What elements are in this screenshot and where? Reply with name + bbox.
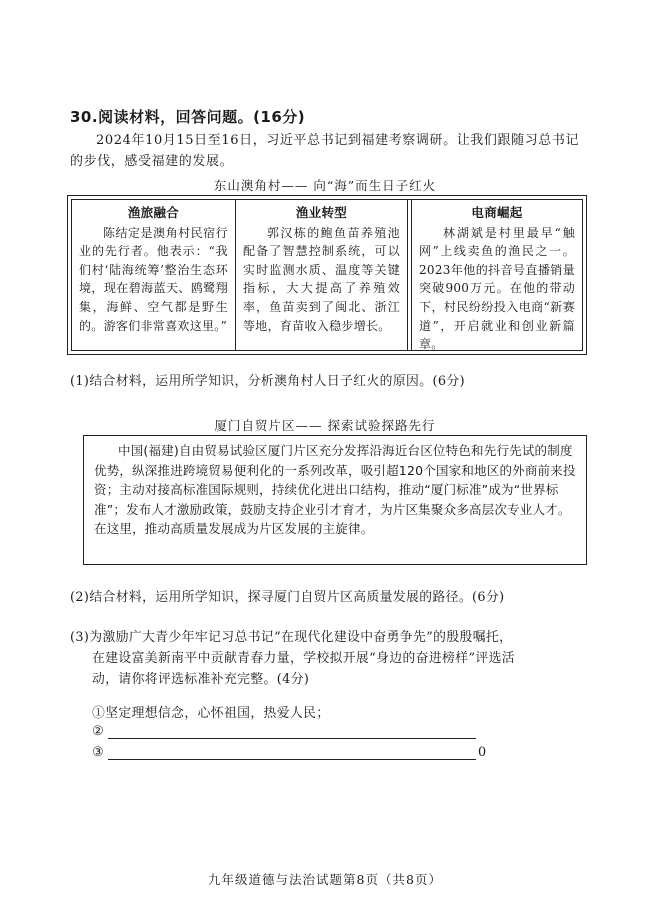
sub-question-3-line-1: (3)为激励广大青少年牢记习总书记“在现代化建设中奋勇争先”的殷殷嘱托， [70,630,513,645]
sub-question-3-line-2: 在建设富美新南平中贡献青春力量，学校拟开展“身边的奋进榜样”评选活 [92,651,515,666]
column-text: 郭汉栋的鲍鱼苗养殖池配备了智慧控制系统，可以实时监测水质、温度等关键指标，大大提高了养殖效率，鱼苗卖到了闽北、浙江等地，育苗收入稳步增长。 [243,225,400,333]
material2-box [83,435,587,565]
material1-column-fishery [236,200,408,350]
question-intro: 2024年10月15日至16日，习近平总书记到福建考察调研。让我们跟随习总书记的步伐，感受福建的发展。 [70,133,580,169]
column-heading: 电商崛起 [471,205,523,220]
criterion-3-tail: 0 [478,745,487,760]
sub-question-2: (2)结合材料，运用所学知识，探寻厦门自贸片区高质量发展的路径。(6分) [70,590,505,605]
criterion-3-label: ③ [92,745,104,760]
page-footer: 九年级道德与法治试题第8页（共8页） [208,872,442,887]
question-title: 30.阅读材料，回答问题。(16分) [70,108,306,126]
column-text: 陈结定是澳角村民宿行业的先行者。他表示：“我们村‘陆海统筹’整治生态环境，现在碧海蓝天、鸥鹭翔集，海鲜、空气都是野生的。游客们非常喜欢这里。” [79,225,228,333]
material1-column-tourism [72,200,236,350]
sub-question-3 [70,627,590,690]
criterion-3-answer-line[interactable] [108,759,476,760]
column-heading: 渔业转型 [295,205,348,220]
material1-caption: 东山澳角村—— 向“海”而生日子红火 [213,178,437,193]
column-heading: 渔旅融合 [127,205,180,220]
criterion-1: ①坚定理想信念，心怀祖国，热爱人民； [92,706,330,721]
material2-text: 中国(福建)自由贸易试验区厦门片区充分发挥沿海近台区位特色和先行先试的制度优势，纵深推进跨境贸易便利化的一系列改革，吸引超120个国家和地区的外商前来投资；主动对接高标准国际规则，持续优化进出口结构，推动“厦门标准”成为“世界标准”；发布人才激励政策，鼓励支持企业引才育才，为片区集聚众多高层次专业人才。在这里，推动高质量发展成为片区发展的主旋律。 [94,443,576,536]
column-text: 林湖斌是村里最早“触网”上线卖鱼的渔民之一。2023年他的抖音号直播销量突破900万元。在他的带动下，村民纷纷投入电商“新赛道”，开启就业和创业新篇章。 [419,225,575,352]
criterion-2-label: ② [92,724,104,739]
material2-caption: 厦门自贸片区—— 探索试验探路先行 [214,418,436,433]
material1-table [67,195,587,355]
criterion-2-answer-line[interactable] [108,738,476,739]
sub-question-1: (1)结合材料，运用所学知识，分析澳角村人日子红火的原因。(6分) [70,374,465,389]
material1-column-ecommerce [411,200,582,350]
sub-question-3-line-3: 动，请你将评选标准补充完整。(4分) [92,672,310,687]
